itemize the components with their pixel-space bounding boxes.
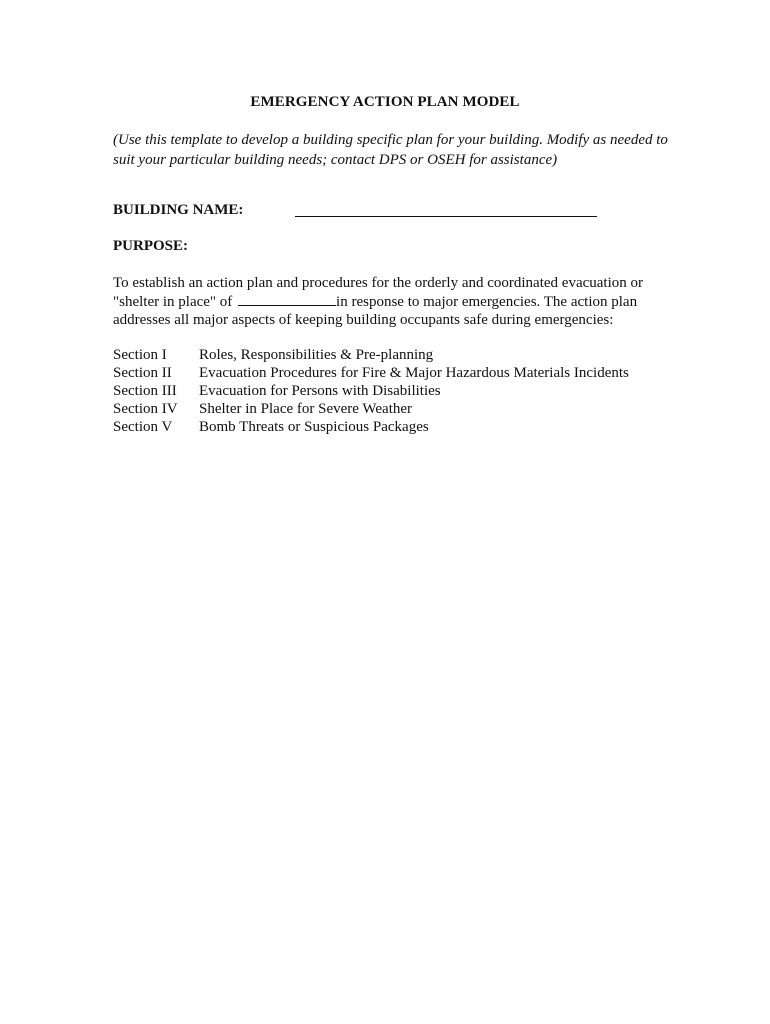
building-name-label: BUILDING NAME: xyxy=(113,202,244,218)
section-number: Section IV xyxy=(113,401,178,417)
purpose-paragraph xyxy=(113,274,673,330)
building-name-blank-line[interactable] xyxy=(295,216,597,217)
purpose-text-part2: in response to major emergencies. The action plan addresses all major aspects of keeping building occupants safe during emergencies: xyxy=(113,293,638,328)
building-blank-inline[interactable] xyxy=(238,293,336,306)
section-row xyxy=(113,382,673,400)
section-row xyxy=(113,418,673,436)
section-title: Evacuation Procedures for Fire & Major Hazardous Materials Incidents xyxy=(199,365,629,381)
section-title: Shelter in Place for Severe Weather xyxy=(199,401,413,417)
section-title: Evacuation for Persons with Disabilities xyxy=(199,383,441,399)
section-number: Section I xyxy=(113,347,167,363)
template-instructions: (Use this template to develop a building specific plan for your building. Modify as needed to suit your particular building needs; contact DPS or OSEH for assistance) xyxy=(113,132,668,168)
section-row xyxy=(113,364,673,382)
section-row xyxy=(113,400,673,418)
purpose-text-part1: To establish an action plan and procedures for the orderly and coordinated evacuation or "shelter in place" of xyxy=(113,275,644,310)
section-number: Section III xyxy=(113,383,177,399)
section-number: Section II xyxy=(113,365,172,381)
building-name-row xyxy=(113,202,713,222)
sections-list xyxy=(113,346,673,436)
section-title: Roles, Responsibilities & Pre-planning xyxy=(199,347,434,363)
section-number: Section V xyxy=(113,419,173,435)
section-title: Bomb Threats or Suspicious Packages xyxy=(199,419,429,435)
page-title: EMERGENCY ACTION PLAN MODEL xyxy=(250,94,520,110)
purpose-heading: PURPOSE: xyxy=(113,238,188,254)
section-row xyxy=(113,346,673,364)
